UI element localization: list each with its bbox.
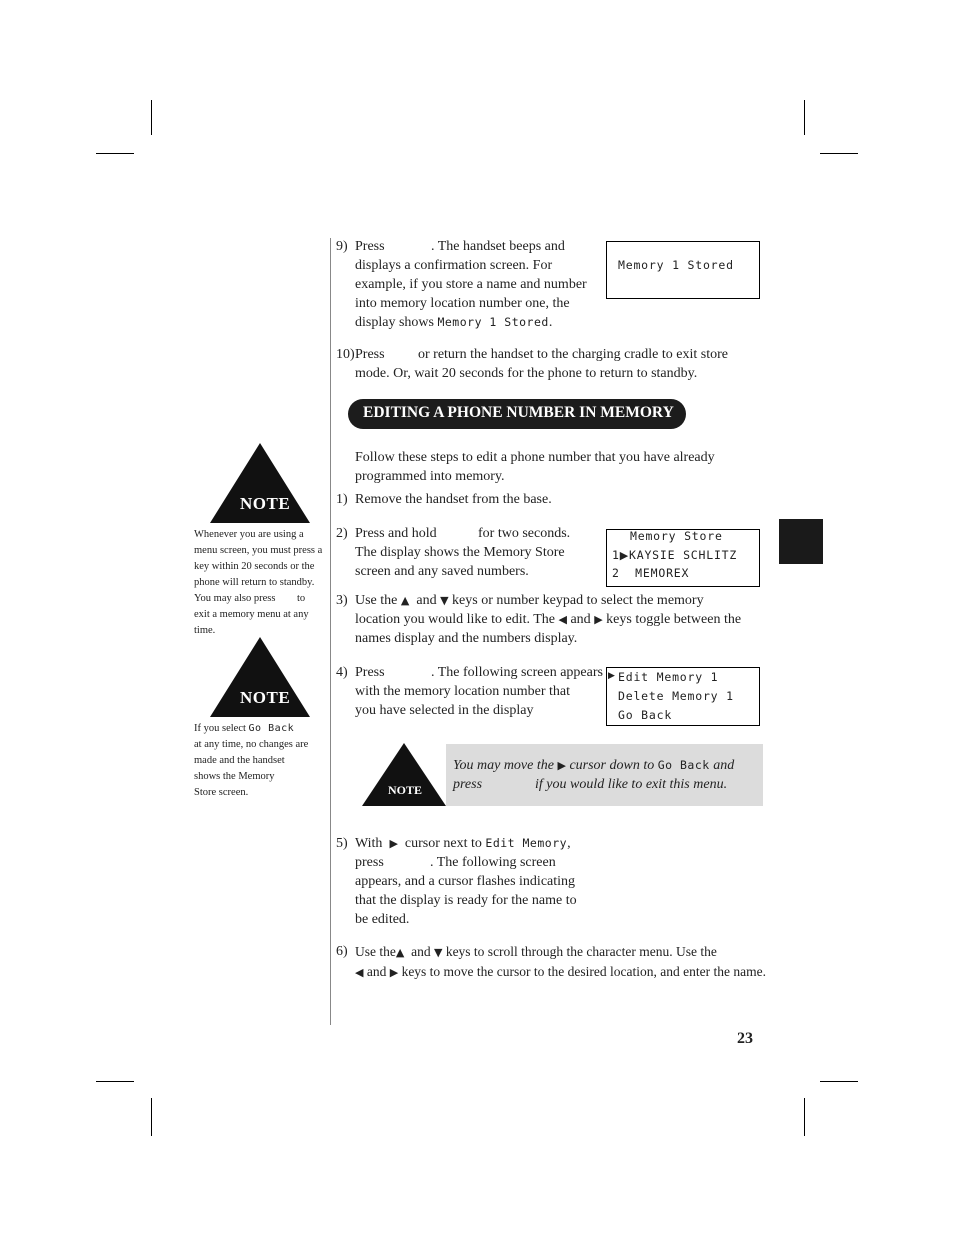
lcd-display-edit-menu	[606, 667, 760, 726]
intro-line: Follow these steps to edit a phone number that you have already	[355, 450, 715, 465]
center-note	[362, 743, 763, 806]
step6-text	[355, 942, 775, 982]
lcd-text-inline: Edit Memory	[485, 836, 568, 850]
lcd-display-memory-stored	[606, 241, 760, 299]
step5-text-line: With	[355, 836, 383, 851]
step3-text	[355, 591, 765, 648]
step-number: 9)	[336, 239, 348, 254]
note-text-line: if you would like to exit this menu.	[535, 777, 728, 792]
step9-text	[355, 237, 605, 332]
note-text-line: press	[453, 777, 483, 792]
step9-text-line: example, if you store a name and number	[355, 277, 587, 292]
cursor-arrow-icon: ▶	[608, 671, 616, 681]
lcd-line: Delete Memory 1	[618, 689, 734, 703]
note-label: NOTE	[388, 783, 423, 797]
step3-text-line: location you would like to edit. The	[355, 612, 555, 627]
step3-text-line: and	[416, 593, 437, 608]
right-arrow-icon: ▶	[557, 759, 566, 772]
step1-text: Remove the handset from the base.	[355, 492, 552, 507]
thumb-tab	[779, 519, 823, 564]
section-heading	[348, 399, 686, 429]
step5-text-line: appears, and a cursor flashes indicating	[355, 874, 576, 889]
side-note-line: key within 20 seconds or the	[194, 561, 315, 572]
step3-text-line: Use the	[355, 593, 398, 608]
right-arrow-icon: ▶	[594, 613, 603, 626]
intro-line: programmed into memory.	[355, 469, 505, 484]
step2-text-line: Press and hold	[355, 526, 437, 541]
step9-text-line: display shows	[355, 315, 434, 330]
step-number: 6)	[336, 944, 348, 959]
up-arrow-icon: ▲	[395, 946, 405, 959]
step9-text-line: displays a confirmation screen. For	[355, 258, 553, 273]
down-arrow-icon: ▼	[433, 946, 443, 959]
note-label: NOTE	[240, 688, 291, 707]
step4-text	[355, 663, 605, 720]
step5-text-line: . The following screen	[430, 855, 556, 870]
step10-text-line: Press	[355, 347, 385, 362]
left-arrow-icon: ◀	[558, 613, 567, 626]
lcd-line: Memory 1 Stored	[618, 258, 734, 272]
lcd-text-inline: Memory 1 Stored	[437, 315, 549, 329]
lcd-line: 2 MEMOREX	[612, 566, 690, 580]
crop-mark	[151, 1098, 152, 1136]
side-note-line: Store screen.	[194, 787, 249, 798]
right-arrow-icon: ▶	[389, 837, 398, 850]
step-number: 5)	[336, 836, 348, 851]
step4-text-line: Press	[355, 665, 385, 680]
step3-text-line: names display and the numbers display.	[355, 631, 578, 646]
step6-text-line: keys to scroll through the character menu. Use the	[445, 944, 717, 959]
note-text-line: You may move the	[453, 758, 554, 773]
step5-text-line: cursor next to	[404, 836, 482, 851]
lcd-text-inline: Go Back	[248, 723, 295, 734]
side-note-text	[194, 527, 322, 639]
side-note-line: phone will return to standby.	[194, 577, 315, 588]
note-label: NOTE	[240, 494, 291, 513]
side-note-line: shows the Memory	[194, 771, 275, 782]
lcd-line: Memory Store	[630, 529, 723, 543]
step-number: 2)	[336, 526, 348, 541]
step2-text-line: for two seconds.	[478, 526, 571, 541]
step10-text-line: or return the handset to the charging cradle to exit store	[418, 347, 728, 362]
step9-text-line: . The handset beeps and	[431, 239, 565, 254]
lcd-entry-number: 1	[612, 548, 620, 562]
punctuation: ,	[567, 836, 571, 851]
crop-mark	[820, 153, 858, 154]
step2-text	[355, 524, 600, 581]
side-note-text	[194, 721, 322, 801]
step5-text-line: be edited.	[355, 912, 410, 927]
step-number: 3)	[336, 593, 348, 608]
side-note-line: made and the handset	[194, 755, 285, 766]
note-text-line: and	[713, 758, 735, 773]
step2-text-line: The display shows the Memory Store	[355, 545, 565, 560]
step6-text-line: and	[366, 964, 387, 979]
column-divider	[330, 238, 331, 1025]
step9-text-line: Press	[355, 239, 385, 254]
note-text-line: cursor down to	[569, 758, 655, 773]
right-arrow-icon: ▶	[389, 966, 399, 979]
crop-mark	[96, 1081, 134, 1082]
note-text	[453, 756, 734, 794]
intro-text	[355, 448, 765, 486]
step-number: 10)	[336, 347, 355, 362]
side-note-line: at any time, no changes are	[194, 739, 309, 750]
step5-text	[355, 834, 595, 929]
section-heading-text: EDITING A PHONE NUMBER IN MEMORY	[363, 404, 674, 421]
step3-text-line: and	[570, 612, 591, 627]
crop-mark	[151, 100, 152, 135]
lcd-text-inline: Go Back	[657, 758, 710, 772]
side-note-line: time.	[194, 625, 216, 636]
step3-text-line: keys or number keypad to select the memory	[452, 593, 704, 608]
side-note-line: exit a memory menu at any	[194, 609, 309, 620]
cursor-arrow-icon: ▶	[619, 549, 629, 562]
side-note-line: menu screen, you must press a	[194, 545, 323, 556]
step10-text	[355, 345, 765, 383]
step9-text-line: into memory location number one, the	[355, 296, 570, 311]
side-note-line: If you select	[194, 723, 246, 734]
step-number: 1)	[336, 492, 348, 507]
left-arrow-icon: ◀	[355, 966, 364, 979]
step4-text-line: you have selected in the display	[355, 703, 534, 718]
page-number: 23	[737, 1030, 753, 1047]
down-arrow-icon: ▼	[440, 594, 449, 607]
lcd-entry-name: KAYSIE SCHLITZ	[629, 548, 738, 562]
crop-mark	[804, 100, 805, 135]
step4-text-line: . The following screen appears	[431, 665, 603, 680]
up-arrow-icon: ▲	[400, 594, 410, 607]
step5-text-line: that the display is ready for the name to	[355, 893, 577, 908]
step4-text-line: with the memory location number that	[355, 684, 571, 699]
step6-text-line: and	[411, 944, 431, 959]
side-note-line: to	[297, 593, 306, 604]
side-note-line: You may also press	[194, 593, 276, 604]
lcd-display-memory-store	[606, 529, 760, 587]
punctuation: .	[548, 315, 553, 330]
step6-text-line: Use the	[355, 944, 396, 959]
step2-text-line: screen and any saved numbers.	[355, 564, 529, 579]
crop-mark	[820, 1081, 858, 1082]
step10-text-line: mode. Or, wait 20 seconds for the phone to return to standby.	[355, 366, 698, 381]
side-note-line: Whenever you are using a	[194, 529, 304, 540]
lcd-line	[612, 548, 737, 562]
crop-mark	[96, 153, 134, 154]
step-number: 4)	[336, 665, 348, 680]
lcd-line: Go Back	[618, 708, 673, 722]
step5-text-line: press	[355, 855, 384, 870]
lcd-line: Edit Memory 1	[618, 670, 719, 684]
crop-mark	[804, 1098, 805, 1136]
step6-text-line: keys to move the cursor to the desired location, and enter the name.	[401, 964, 766, 979]
step3-text-line: keys toggle between the	[606, 612, 742, 627]
